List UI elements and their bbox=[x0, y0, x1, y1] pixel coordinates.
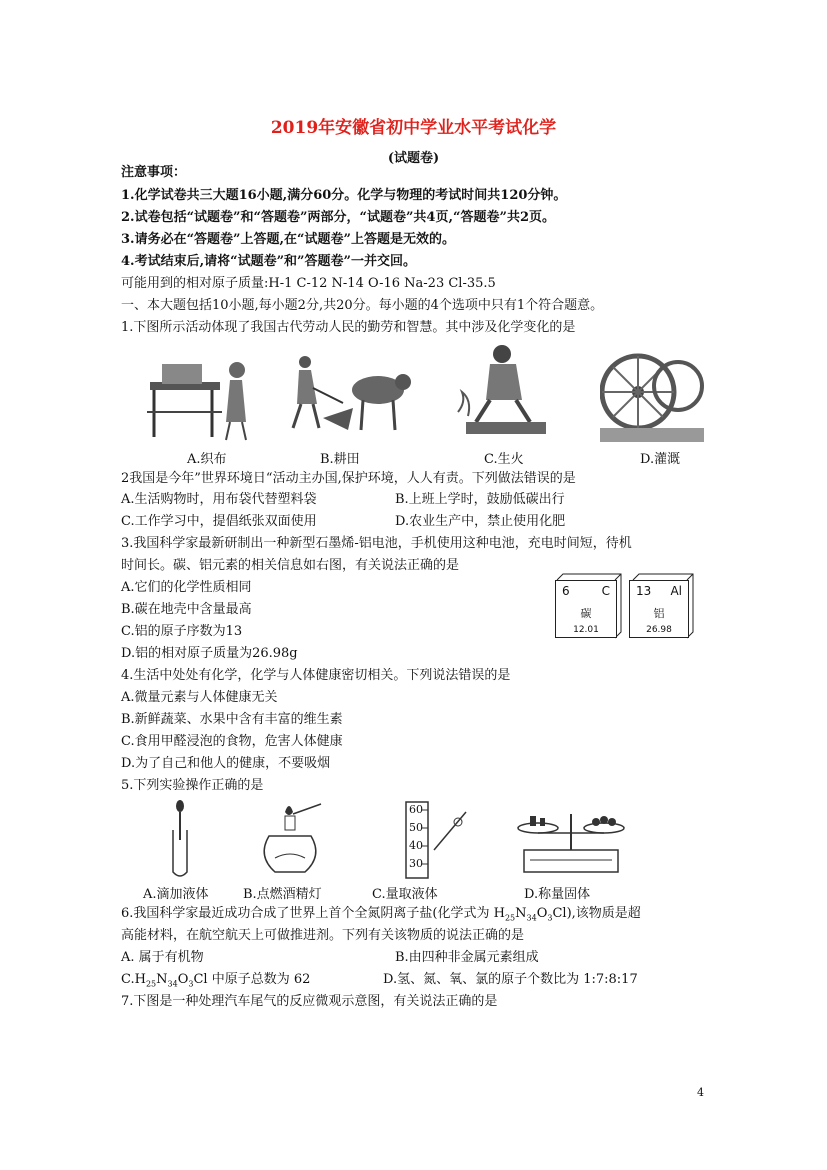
q2-stem: 2我国是今年”世界环境日“活动主办国,保护环境，人人有责。下列做法错误的是 bbox=[121, 471, 576, 486]
notice-item: 2.试卷包括“试题卷”和“答题卷”两部分，“试题卷”共4页,“答题卷”共2页。 bbox=[121, 210, 556, 225]
exam-subtitle: (试题卷) bbox=[387, 151, 440, 166]
cylinder-tick-label: 30 bbox=[409, 857, 423, 870]
q1-option-c: C.生火 bbox=[484, 452, 524, 467]
carbon-element-card bbox=[555, 580, 617, 638]
atomic-mass-line: 可能用到的相对原子质量:H-1 C-12 N-14 O-16 Na-23 Cl-35.5 bbox=[121, 276, 496, 291]
q2-option-c: C.工作学习中，提倡纸张双面使用 bbox=[121, 514, 317, 529]
q5-option-b: B.点燃酒精灯 bbox=[243, 887, 322, 902]
aluminum-name: 铝 bbox=[653, 607, 665, 620]
q5-option-c: C.量取液体 bbox=[372, 887, 438, 902]
weaving-loom-image bbox=[142, 352, 262, 442]
irrigation-wheel-image bbox=[600, 342, 704, 442]
q3-option-d: D.铝的相对原子质量为26.98g bbox=[121, 646, 298, 661]
balance-scale-image bbox=[516, 800, 626, 880]
q6-option-d: D.氢、氮、氧、氯的原子个数比为 1:7:8:17 bbox=[383, 972, 638, 987]
aluminum-atomic-number: 13 bbox=[636, 584, 652, 598]
q1-option-d: D.灌溉 bbox=[640, 452, 681, 467]
q2-option-a: A.生活购物时，用布袋代替塑料袋 bbox=[121, 492, 317, 507]
page-number: 4 bbox=[697, 1086, 704, 1099]
q1-option-b: B.耕田 bbox=[320, 452, 360, 467]
notice-item: 1.化学试卷共三大题16小题,满分60分。化学与物理的考试时间共120分钟。 bbox=[121, 188, 567, 203]
carbon-atomic-number: 6 bbox=[562, 584, 570, 598]
q5-option-d: D.称量固体 bbox=[524, 887, 591, 902]
q6-stem-continued: 高能材料，在航空航天上可做推进剂。下列有关该物质的说法正确的是 bbox=[121, 928, 525, 943]
q2-option-b: B.上班上学时，鼓励低碳出行 bbox=[395, 492, 565, 507]
q4-option-c: C.食用甲醛浸泡的食物，危害人体健康 bbox=[121, 734, 343, 749]
q4-option-d: D.为了自己和他人的健康，不要吸烟 bbox=[121, 756, 331, 771]
q6-stem: 6.我国科学家最近成功合成了世界上首个全氮阴离子盐(化学式为 $H_{25}N_{34}O_3Cl$),该物质是超 bbox=[121, 906, 641, 923]
carbon-name: 碳 bbox=[580, 607, 592, 620]
q1-option-a: A.织布 bbox=[187, 452, 227, 467]
q1-stem: 1.下图所示活动体现了我国古代劳动人民的勤劳和智慧。其中涉及化学变化的是 bbox=[121, 320, 576, 335]
q3-option-a: A.它们的化学性质相同 bbox=[121, 580, 252, 595]
q6-option-a: A. 属于有机物 bbox=[121, 950, 204, 965]
aluminum-mass: 26.98 bbox=[646, 625, 672, 635]
q5-stem: 5.下列实验操作正确的是 bbox=[121, 778, 264, 793]
cylinder-tick-label: 60 bbox=[409, 803, 423, 816]
cylinder-tick-label: 40 bbox=[409, 839, 423, 852]
q3-option-c: C.铝的原子序数为13 bbox=[121, 624, 243, 639]
q3-stem-continued: 时间长。碳、铝元素的相关信息如右图，有关说法正确的是 bbox=[121, 558, 460, 573]
q6-option-c: $C.H_{25}N_{34}O_3Cl$ 中原子总数为 62 bbox=[121, 972, 311, 989]
exam-title: 2019年安徽省初中学业水平考试化学 bbox=[270, 118, 557, 138]
q3-option-b: B.碳在地壳中含量最高 bbox=[121, 602, 252, 617]
making-fire-image bbox=[446, 342, 556, 442]
section-instruction: 一、本大题包括10小题,每小题2分,共20分。每小题的4个选项中只有1个符合题意。 bbox=[121, 298, 604, 313]
notice-heading: 注意事项： bbox=[121, 165, 187, 180]
aluminum-element-card bbox=[629, 580, 689, 638]
q5-option-a: A.滴加液体 bbox=[143, 887, 209, 902]
alcohol-lamp-image bbox=[255, 800, 325, 880]
notice-item: 4.考试结束后,请将“试题卷”和”答题卷”一并交回。 bbox=[121, 254, 417, 269]
q2-option-d: D.农业生产中，禁止使用化肥 bbox=[395, 514, 566, 529]
q7-stem: 7.下图是一种处理汽车尾气的反应微观示意图，有关说法正确的是 bbox=[121, 994, 498, 1009]
cylinder-tick-label: 50 bbox=[409, 821, 423, 834]
notice-item: 3.请务必在“答题卷”上答题,在“试题卷”上答题是无效的。 bbox=[121, 232, 456, 247]
aluminum-symbol: Al bbox=[670, 584, 682, 598]
q4-option-b: B.新鲜蔬菜、水果中含有丰富的维生素 bbox=[121, 712, 343, 727]
q4-stem: 4.生活中处处有化学，化学与人体健康密切相关。下列说法错误的是 bbox=[121, 668, 511, 683]
carbon-symbol: C bbox=[601, 584, 610, 598]
q6-option-b: B.由四种非金属元素组成 bbox=[395, 950, 539, 965]
carbon-mass: 12.01 bbox=[573, 625, 599, 635]
q4-option-a: A.微量元素与人体健康无关 bbox=[121, 690, 278, 705]
q3-stem: 3.我国科学家最新研制出一种新型石墨烯-铝电池，手机使用这种电池，充电时间短，待机 bbox=[121, 536, 632, 551]
dropper-test-tube-image bbox=[165, 800, 195, 880]
plowing-field-image bbox=[283, 348, 413, 440]
